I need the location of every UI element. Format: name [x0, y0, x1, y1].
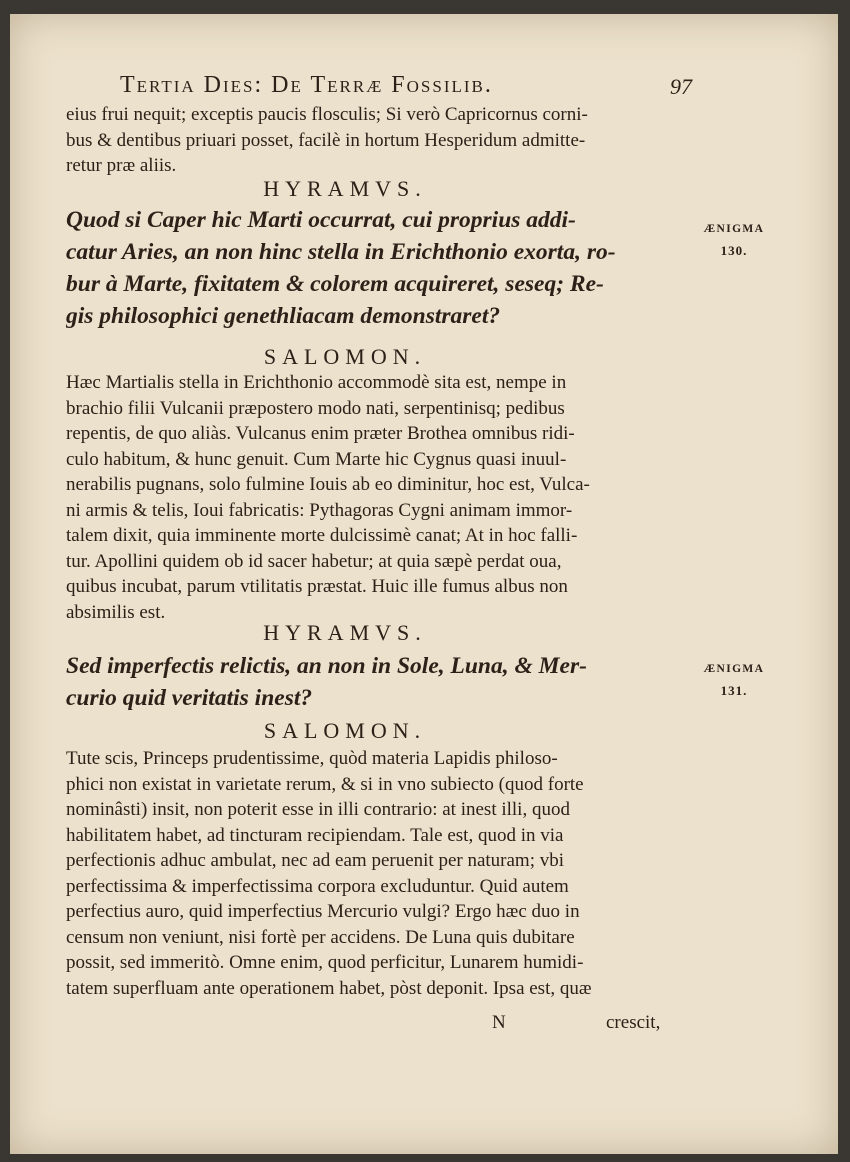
signature-mark: N — [492, 1012, 506, 1033]
continuation-paragraph — [66, 102, 692, 179]
text-line: retur præ aliis. — [66, 155, 177, 176]
speaker-heading-salomon: SALOMON. — [263, 718, 427, 743]
page-number: 97 — [670, 74, 692, 99]
text-line: Tute scis, Princeps prudentissime, quòd materia Lapidis philoso- — [66, 748, 558, 769]
enigma-number: 130. — [720, 243, 748, 258]
text-line: nominâsti) insit, non poterit esse in illi contrario: at inest illi, quod — [66, 799, 570, 820]
enigma-number: 131. — [720, 683, 748, 698]
answer-paragraph — [66, 746, 692, 1001]
question-line: curio quid veritatis inest? — [66, 685, 313, 711]
text-line: ni armis & telis, Ioui fabricatis: Pythagoras Cygni animam immor- — [66, 499, 573, 521]
enigma-margin-note — [688, 218, 780, 262]
text-line: possit, sed immeritò. Omne enim, quod perficitur, Lunarem humidi- — [66, 952, 584, 973]
text-line: censum non veniunt, nisi fortè per accidens. De Luna quis dubitare — [66, 926, 575, 948]
book-page — [10, 14, 838, 1154]
text-line: eius frui nequit; exceptis paucis flosculis; Si verò Capricornus corni- — [66, 104, 588, 125]
question-line: Sed imperfectis relictis, an non in Sole, Luna, & Mer- — [66, 653, 587, 679]
enigma-label: ÆNIGMA — [703, 223, 765, 235]
text-line: brachio filii Vulcanii præpostero modo nati, serpentinisq; pedibus — [66, 397, 565, 419]
text-line: tur. Apollini quidem ob id sacer habetur; at quia sæpè perdat oua, — [66, 550, 562, 572]
question-line: bur à Marte, fixitatem & colorem acquireret, seseq; Re- — [66, 271, 604, 297]
text-line: perfectionis adhuc ambulat, nec ad eam peruenit per naturam; vbi — [66, 850, 565, 871]
text-line: tatem superfluam ante operationem habet, pòst deponit. Ipsa est, quæ — [66, 977, 592, 999]
speaker-heading-hyramus: HYRAMVS. — [263, 620, 427, 645]
running-title: Tertia Dies: De Terræ Fossilib. — [120, 72, 493, 98]
catchword: crescit, — [606, 1012, 661, 1033]
text-line: phici non existat in varietate rerum, & si in vno subiecto (quod forte — [66, 773, 584, 795]
text-line: quibus incubat, parum vtilitatis præstat. Huic ille fumus albus non — [66, 576, 568, 597]
enigma-label: ÆNIGMA — [703, 663, 765, 675]
text-line: absimilis est. — [66, 601, 166, 623]
speaker-heading-hyramus: HYRAMVS. — [263, 176, 427, 201]
text-line: nerabilis pugnans, solo fulmine Iouis ab eo diminitur, hoc est, Vulca- — [66, 474, 590, 495]
text-line: repentis, de quo aliàs. Vulcanus enim præter Brothea omnibus ridi- — [66, 423, 575, 444]
question-line: Quod si Caper hic Marti occurrat, cui proprius addi- — [66, 207, 576, 233]
text-line: culo habitum, & hunc genuit. Cum Marte hic Cygnus quasi inuul- — [66, 448, 567, 470]
text-line: talem dixit, quia imminente morte dulcissimè canat; At in hoc falli- — [66, 525, 578, 546]
text-line: Hæc Martialis stella in Erichthonio accommodè sita est, nempe in — [66, 372, 567, 393]
speaker-heading-salomon: SALOMON. — [263, 344, 427, 369]
enigma-margin-note — [688, 658, 780, 702]
enigma-question — [66, 204, 692, 332]
text-line: bus & dentibus priuari posset, facilè in hortum Hesperidum admitte- — [66, 129, 586, 151]
running-header — [120, 64, 700, 100]
text-line: perfectius auro, quid imperfectius Mercurio vulgi? Ergo hæc duo in — [66, 901, 580, 922]
text-line: habilitatem habet, ad tincturam recipiendam. Tale est, quod in via — [66, 824, 564, 846]
enigma-question — [66, 650, 692, 714]
answer-paragraph — [66, 370, 692, 625]
question-line: gis philosophici genethliacam demonstraret? — [66, 303, 501, 329]
text-line: perfectissima & imperfectissima corpora excluduntur. Quid autem — [66, 875, 569, 897]
question-line: catur Aries, an non hinc stella in Erichthonio exorta, ro- — [66, 239, 616, 265]
